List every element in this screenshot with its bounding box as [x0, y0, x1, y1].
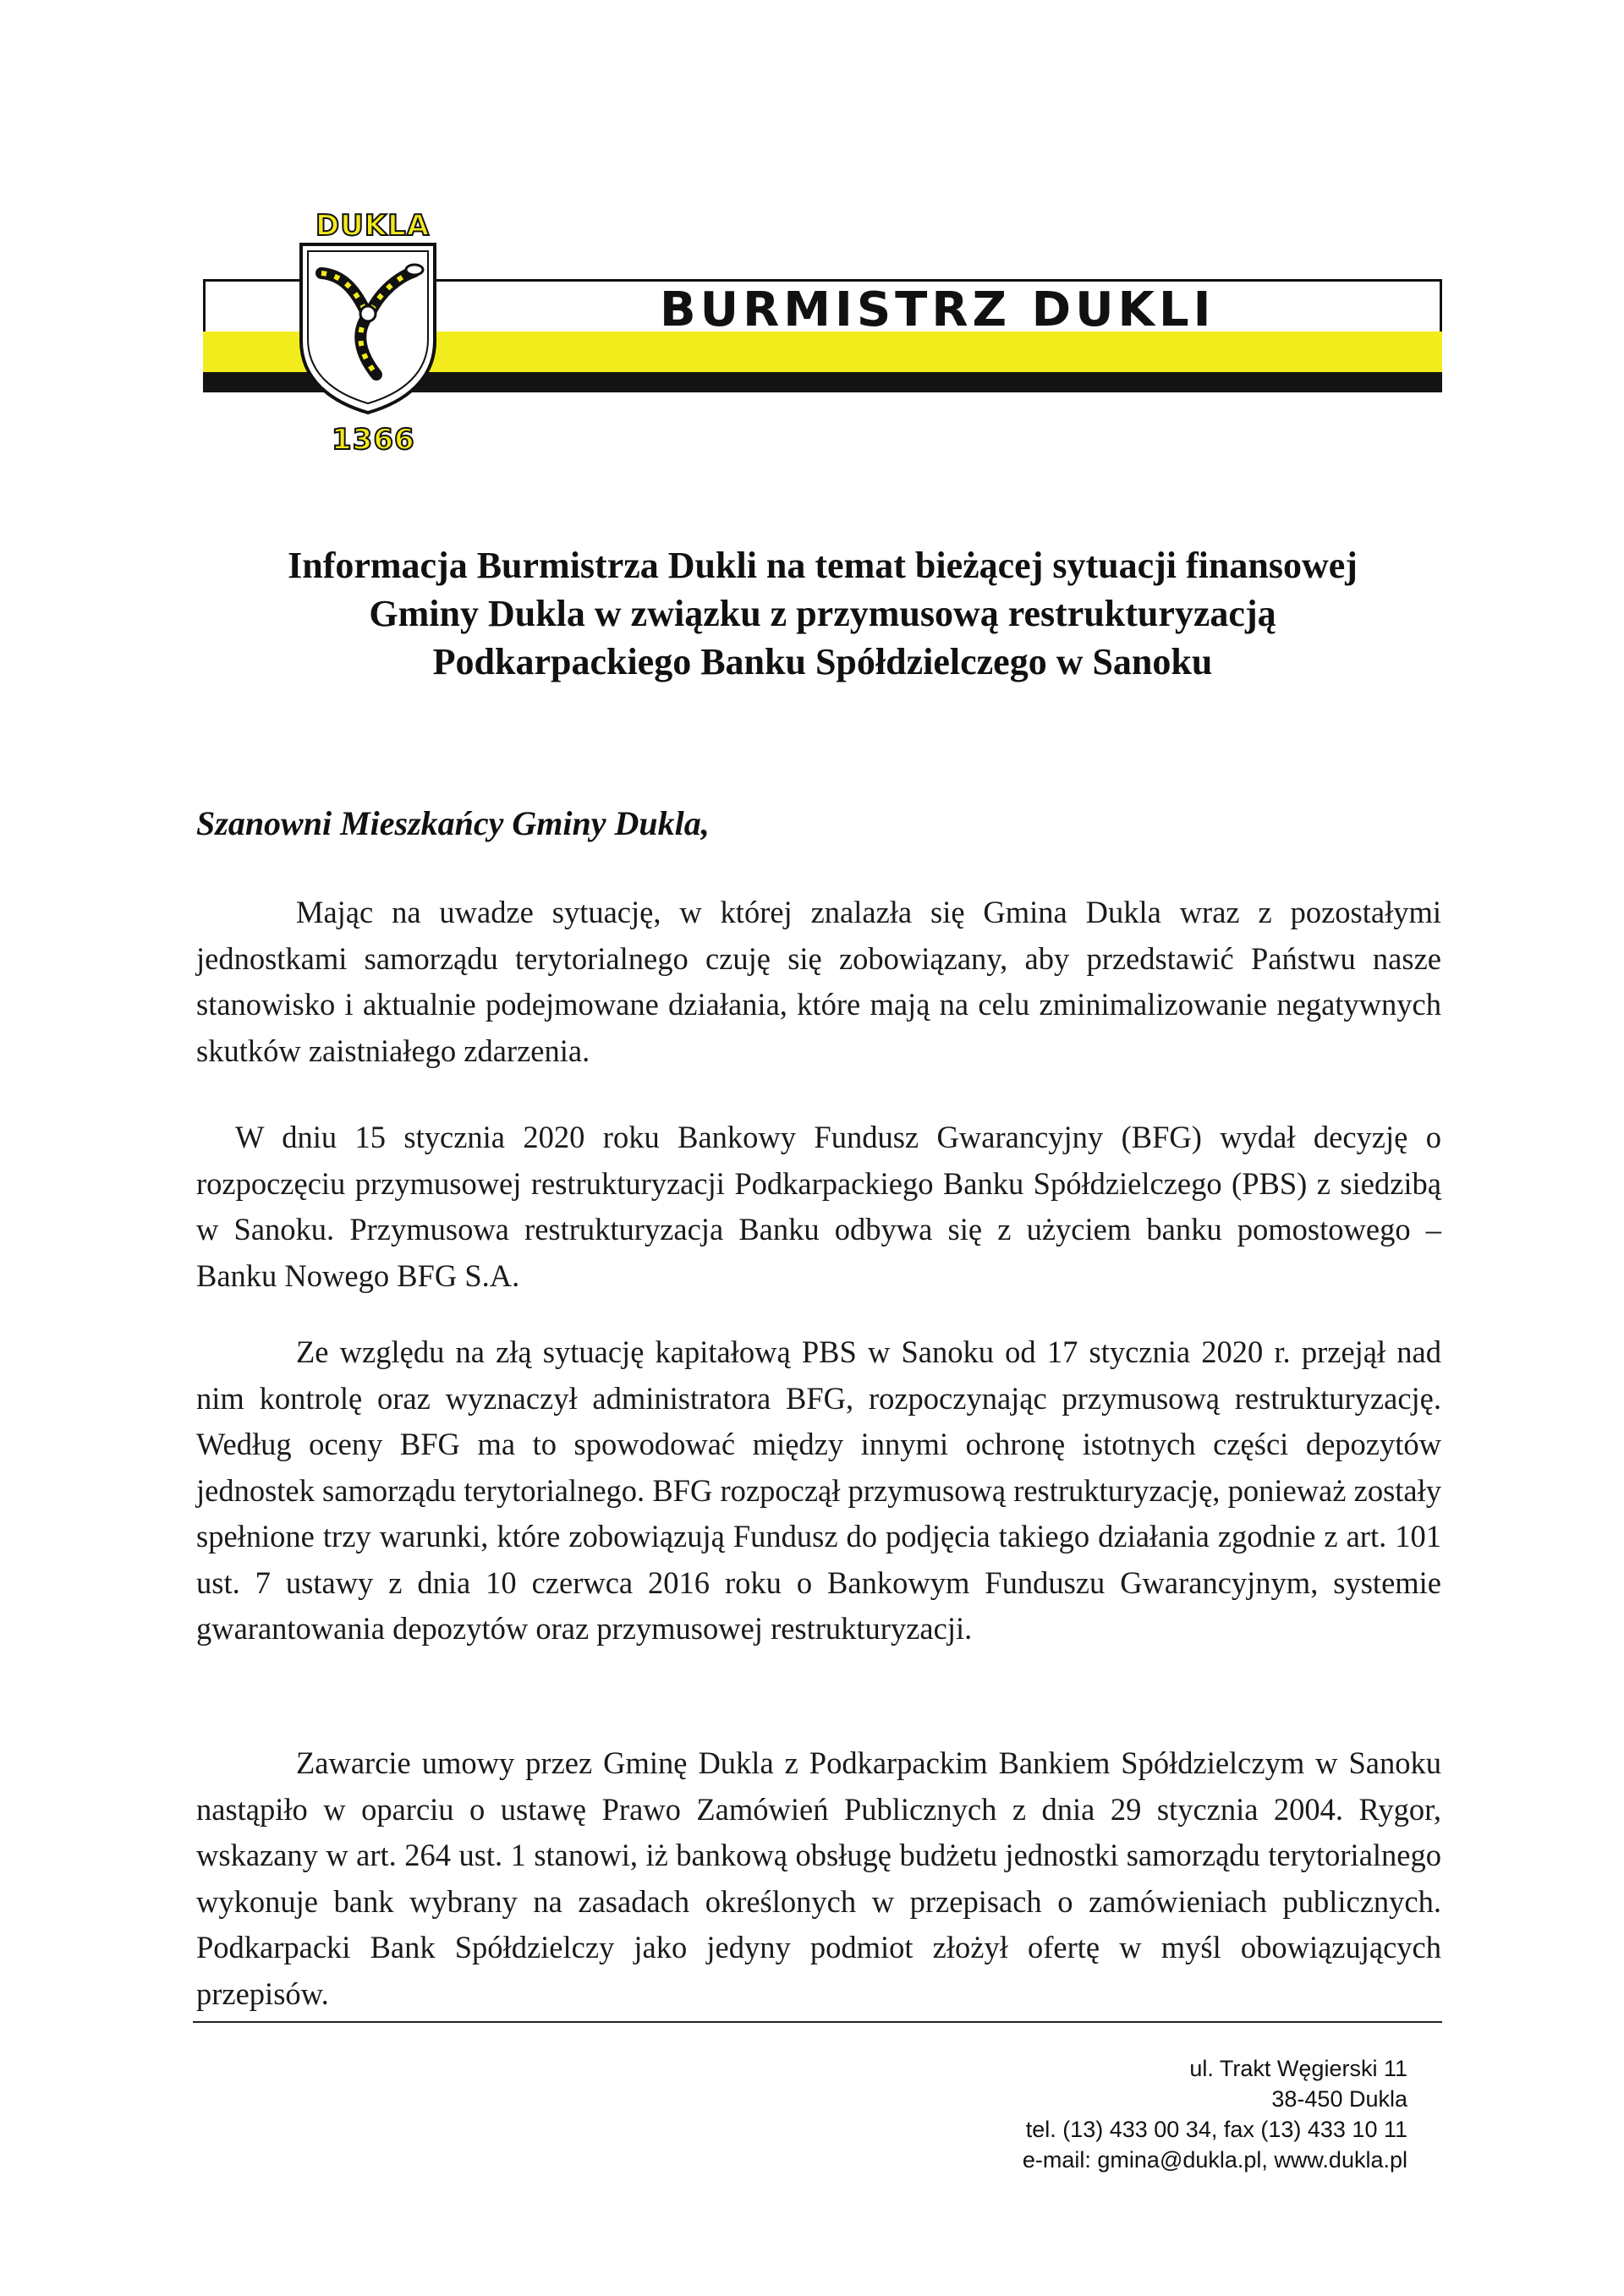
body-paragraph-2	[196, 1115, 1441, 1299]
paragraph-text: Ze względu na złą sytuację kapitałową PBS w Sanoku od 17 stycznia 2020 r. przejął nad nim kontrolę oraz wyznaczył administratora BFG, rozpoczynając przymusową restrukturyzację. Według oceny BFG ma to spowodować między innymi ochronę istotnych części depozytów jednostek samorządu terytorialnego. BFG rozpoczął przymusową restrukturyzację, ponieważ zostały spełnione trzy warunki, które zobowiązują Fundusz do podjęcia takiego działania zgodnie z art. 101 ust. 7 ustawy z dnia 10 czerwca 2016 roku o Bankowym Funduszu Gwarancyjnym, systemie gwarantowania depozytów oraz przymusowej restrukturyzacji.	[196, 1334, 1441, 1646]
coat-top-label: DUKLA	[315, 209, 431, 243]
dukla-coat-of-arms-icon	[296, 239, 440, 417]
paragraph-text: W dniu 15 stycznia 2020 roku Bankowy Fundusz Gwarancyjny (BFG) wydał decyzję o rozpoczęciu przymusowej restrukturyzacji Podkarpackiego Banku Spółdzielczego (PBS) z siedzibą w Sanoku. Przymusowa restrukturyzacja Banku odbywa się z użyciem banku pomostowego – Banku Nowego BFG S.A.	[196, 1120, 1441, 1293]
footer-address: ul. Trakt Węgierski 11	[1189, 2056, 1407, 2081]
footer-postal: 38-450 Dukla	[1271, 2086, 1407, 2112]
footer-email-web: e-mail: gmina@dukla.pl, www.dukla.pl	[1022, 2147, 1407, 2173]
footer-contact	[1023, 2053, 1407, 2175]
banner-title: BURMISTRZ DUKLI	[660, 282, 1215, 337]
title-line: Gminy Dukla w związku z przymusową restrukturyzacją	[369, 593, 1276, 634]
footer-divider	[193, 2021, 1442, 2023]
body-paragraph-4	[196, 1740, 1441, 2017]
coat-bottom-label: 1366	[332, 423, 415, 457]
paragraph-text: Mając na uwadze sytuację, w której znalazła się Gmina Dukla wraz z pozostałymi jednostkami samorządu terytorialnego czuję się zobowiązany, aby przedstawić Państwu nasze stanowisko i aktualnie podejmowane działania, które mają na celu zminimalizowanie negatywnych skutków zaistniałego zdarzenia.	[196, 895, 1441, 1068]
title-line: Podkarpackiego Banku Spółdzielczego w Sanoku	[432, 641, 1213, 682]
title-line: Informacja Burmistrza Dukli na temat bieżącej sytuacji finansowej	[288, 545, 1358, 586]
paragraph-text: Zawarcie umowy przez Gminę Dukla z Podkarpackim Bankiem Spółdzielczym w Sanoku nastąpiło w oparciu o ustawę Prawo Zamówień Publicznych z dnia 29 stycznia 2004. Rygor, wskazany w art. 264 ust. 1 stanowi, iż bankową obsługę budżetu jednostki samorządu terytorialnego wykonuje bank wybrany na zasadach określonych w przepisach o zamówieniach publicznych. Podkarpacki Bank Spółdzielczy jako jedyny podmiot złożył ofertę w myśl obowiązujących przepisów.	[196, 1745, 1441, 2011]
greeting: Szanowni Mieszkańcy Gminy Dukla,	[196, 804, 710, 842]
document-title	[203, 541, 1442, 686]
body-paragraph-1	[196, 890, 1441, 1074]
body-paragraph-3	[196, 1329, 1441, 1652]
footer-phones: tel. (13) 433 00 34, fax (13) 433 10 11	[1025, 2117, 1407, 2142]
